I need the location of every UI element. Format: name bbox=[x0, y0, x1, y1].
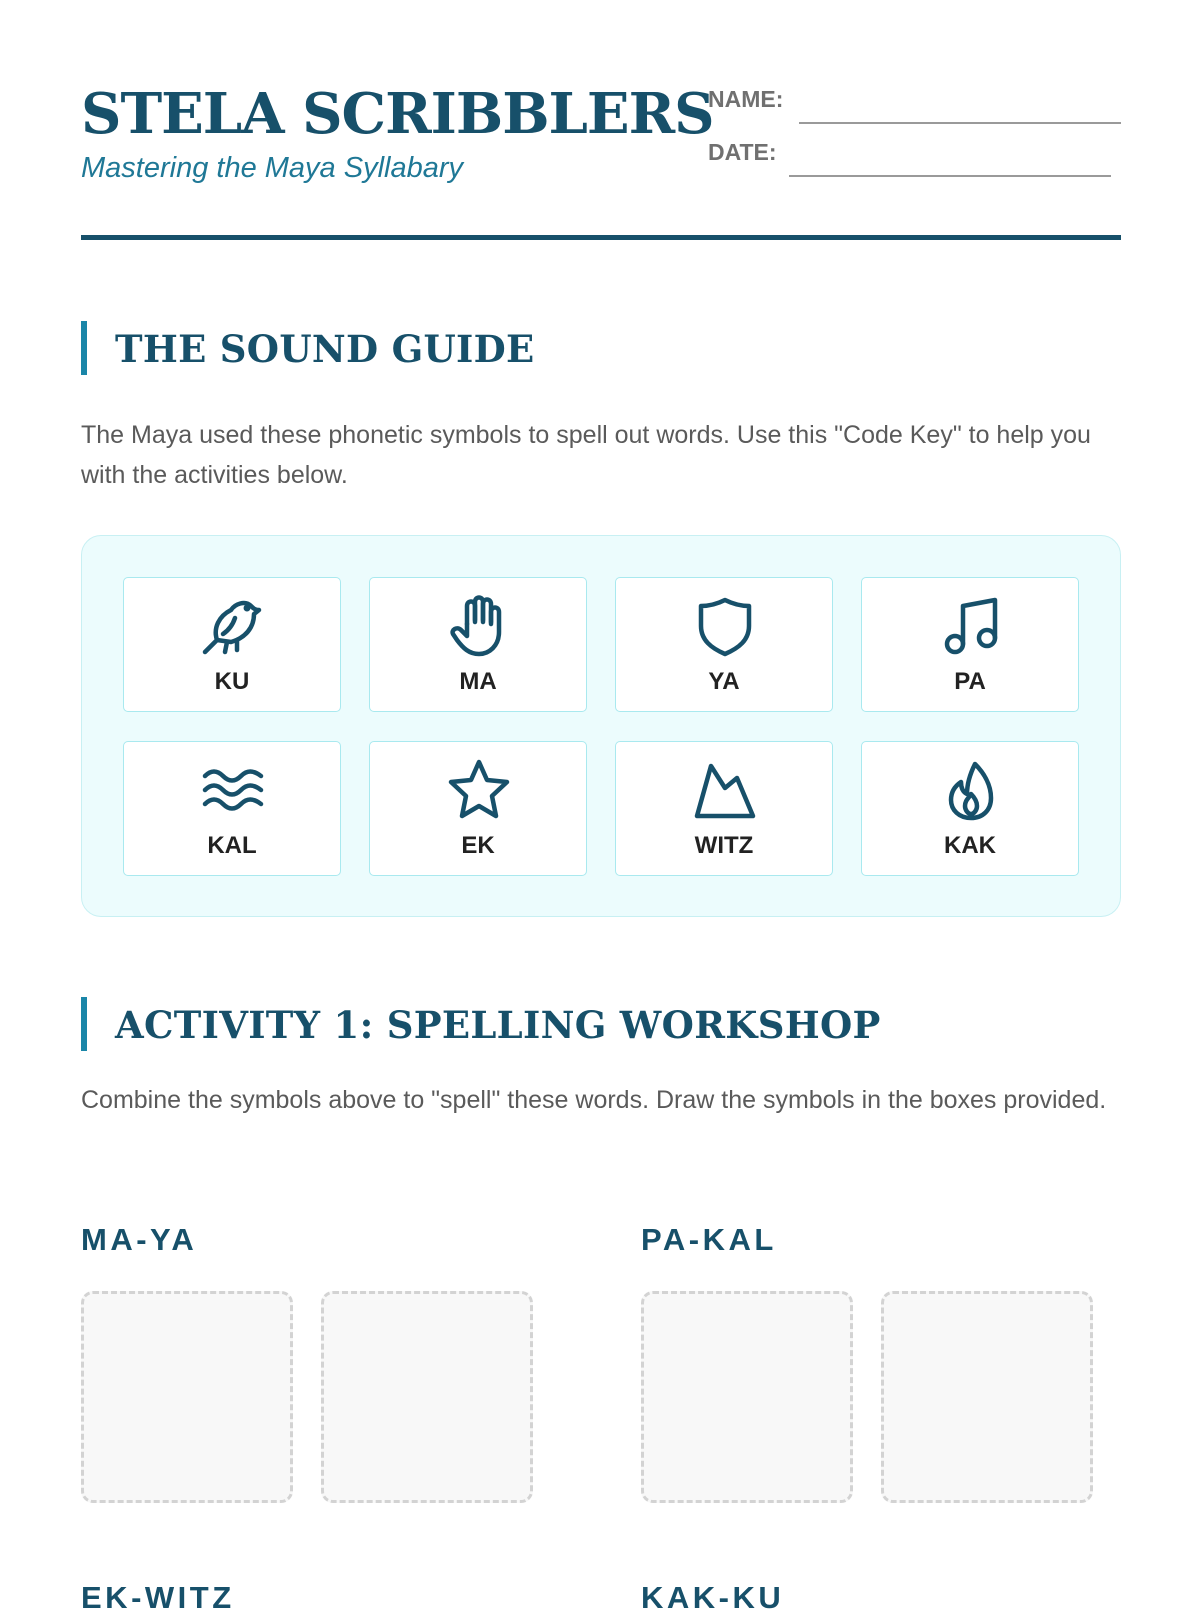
glyph-card-ma bbox=[369, 577, 587, 712]
glyph-label: YA bbox=[708, 668, 740, 695]
glyph-card-kal bbox=[123, 741, 341, 876]
word-title-kakku: KAK-KU bbox=[641, 1580, 785, 1615]
music-note-icon bbox=[939, 594, 1003, 658]
heading-accent-bar bbox=[81, 321, 87, 375]
activity1-title: ACTIVITY 1: SPELLING WORKSHOP bbox=[115, 1003, 881, 1047]
glyph-label: WITZ bbox=[694, 832, 754, 859]
glyph-card-ya bbox=[615, 577, 833, 712]
glyph-card-ku bbox=[123, 577, 341, 712]
glyph-label: KAK bbox=[944, 832, 996, 859]
header-divider bbox=[81, 235, 1121, 240]
drawing-box[interactable] bbox=[81, 1291, 293, 1503]
mountain-icon bbox=[693, 758, 757, 822]
glyph-label: EK bbox=[461, 832, 495, 859]
sound-guide-heading bbox=[81, 321, 1121, 375]
heading-accent-bar bbox=[81, 997, 87, 1051]
drawing-box[interactable] bbox=[641, 1291, 853, 1503]
drawing-box[interactable] bbox=[881, 1291, 1093, 1503]
sound-guide-description: The Maya used these phonetic symbols to spell out words. Use this "Code Key" to help you with the activities below. bbox=[81, 421, 1091, 489]
code-key-panel bbox=[81, 535, 1121, 917]
name-label: NAME: bbox=[708, 86, 784, 112]
worksheet-title: STELA SCRIBBLERS bbox=[81, 81, 714, 147]
worksheet-subtitle: Mastering the Maya Syllabary bbox=[81, 152, 463, 184]
activity1-description: Combine the symbols above to "spell" these words. Draw the symbols in the boxes provided. bbox=[81, 1086, 1107, 1114]
word-title-pakal: PA-KAL bbox=[641, 1222, 777, 1257]
shield-icon bbox=[693, 594, 757, 658]
worksheet-page bbox=[81, 0, 1121, 1615]
date-line[interactable] bbox=[789, 175, 1111, 177]
hand-icon bbox=[447, 594, 511, 658]
worksheet-header bbox=[81, 80, 1121, 240]
name-line[interactable] bbox=[799, 122, 1121, 124]
flame-icon bbox=[939, 758, 1003, 822]
sound-guide-title: THE SOUND GUIDE bbox=[115, 327, 535, 371]
date-field[interactable] bbox=[708, 139, 1121, 179]
drawing-box[interactable] bbox=[321, 1291, 533, 1503]
glyph-label: KAL bbox=[207, 832, 257, 859]
glyph-label: PA bbox=[954, 668, 986, 695]
bird-icon bbox=[201, 594, 265, 658]
waves-icon bbox=[201, 758, 265, 822]
glyph-card-witz bbox=[615, 741, 833, 876]
name-field[interactable] bbox=[708, 86, 1121, 126]
glyph-label: KU bbox=[214, 668, 250, 695]
word-title-maya: MA-YA bbox=[81, 1222, 198, 1257]
date-label: DATE: bbox=[708, 139, 777, 165]
glyph-label: MA bbox=[459, 668, 497, 695]
glyph-card-ek bbox=[369, 741, 587, 876]
activity1-heading bbox=[81, 997, 1121, 1051]
glyph-card-pa bbox=[861, 577, 1079, 712]
star-icon bbox=[447, 758, 511, 822]
glyph-card-kak bbox=[861, 741, 1079, 876]
word-title-ekwitz: EK-WITZ bbox=[81, 1580, 235, 1615]
